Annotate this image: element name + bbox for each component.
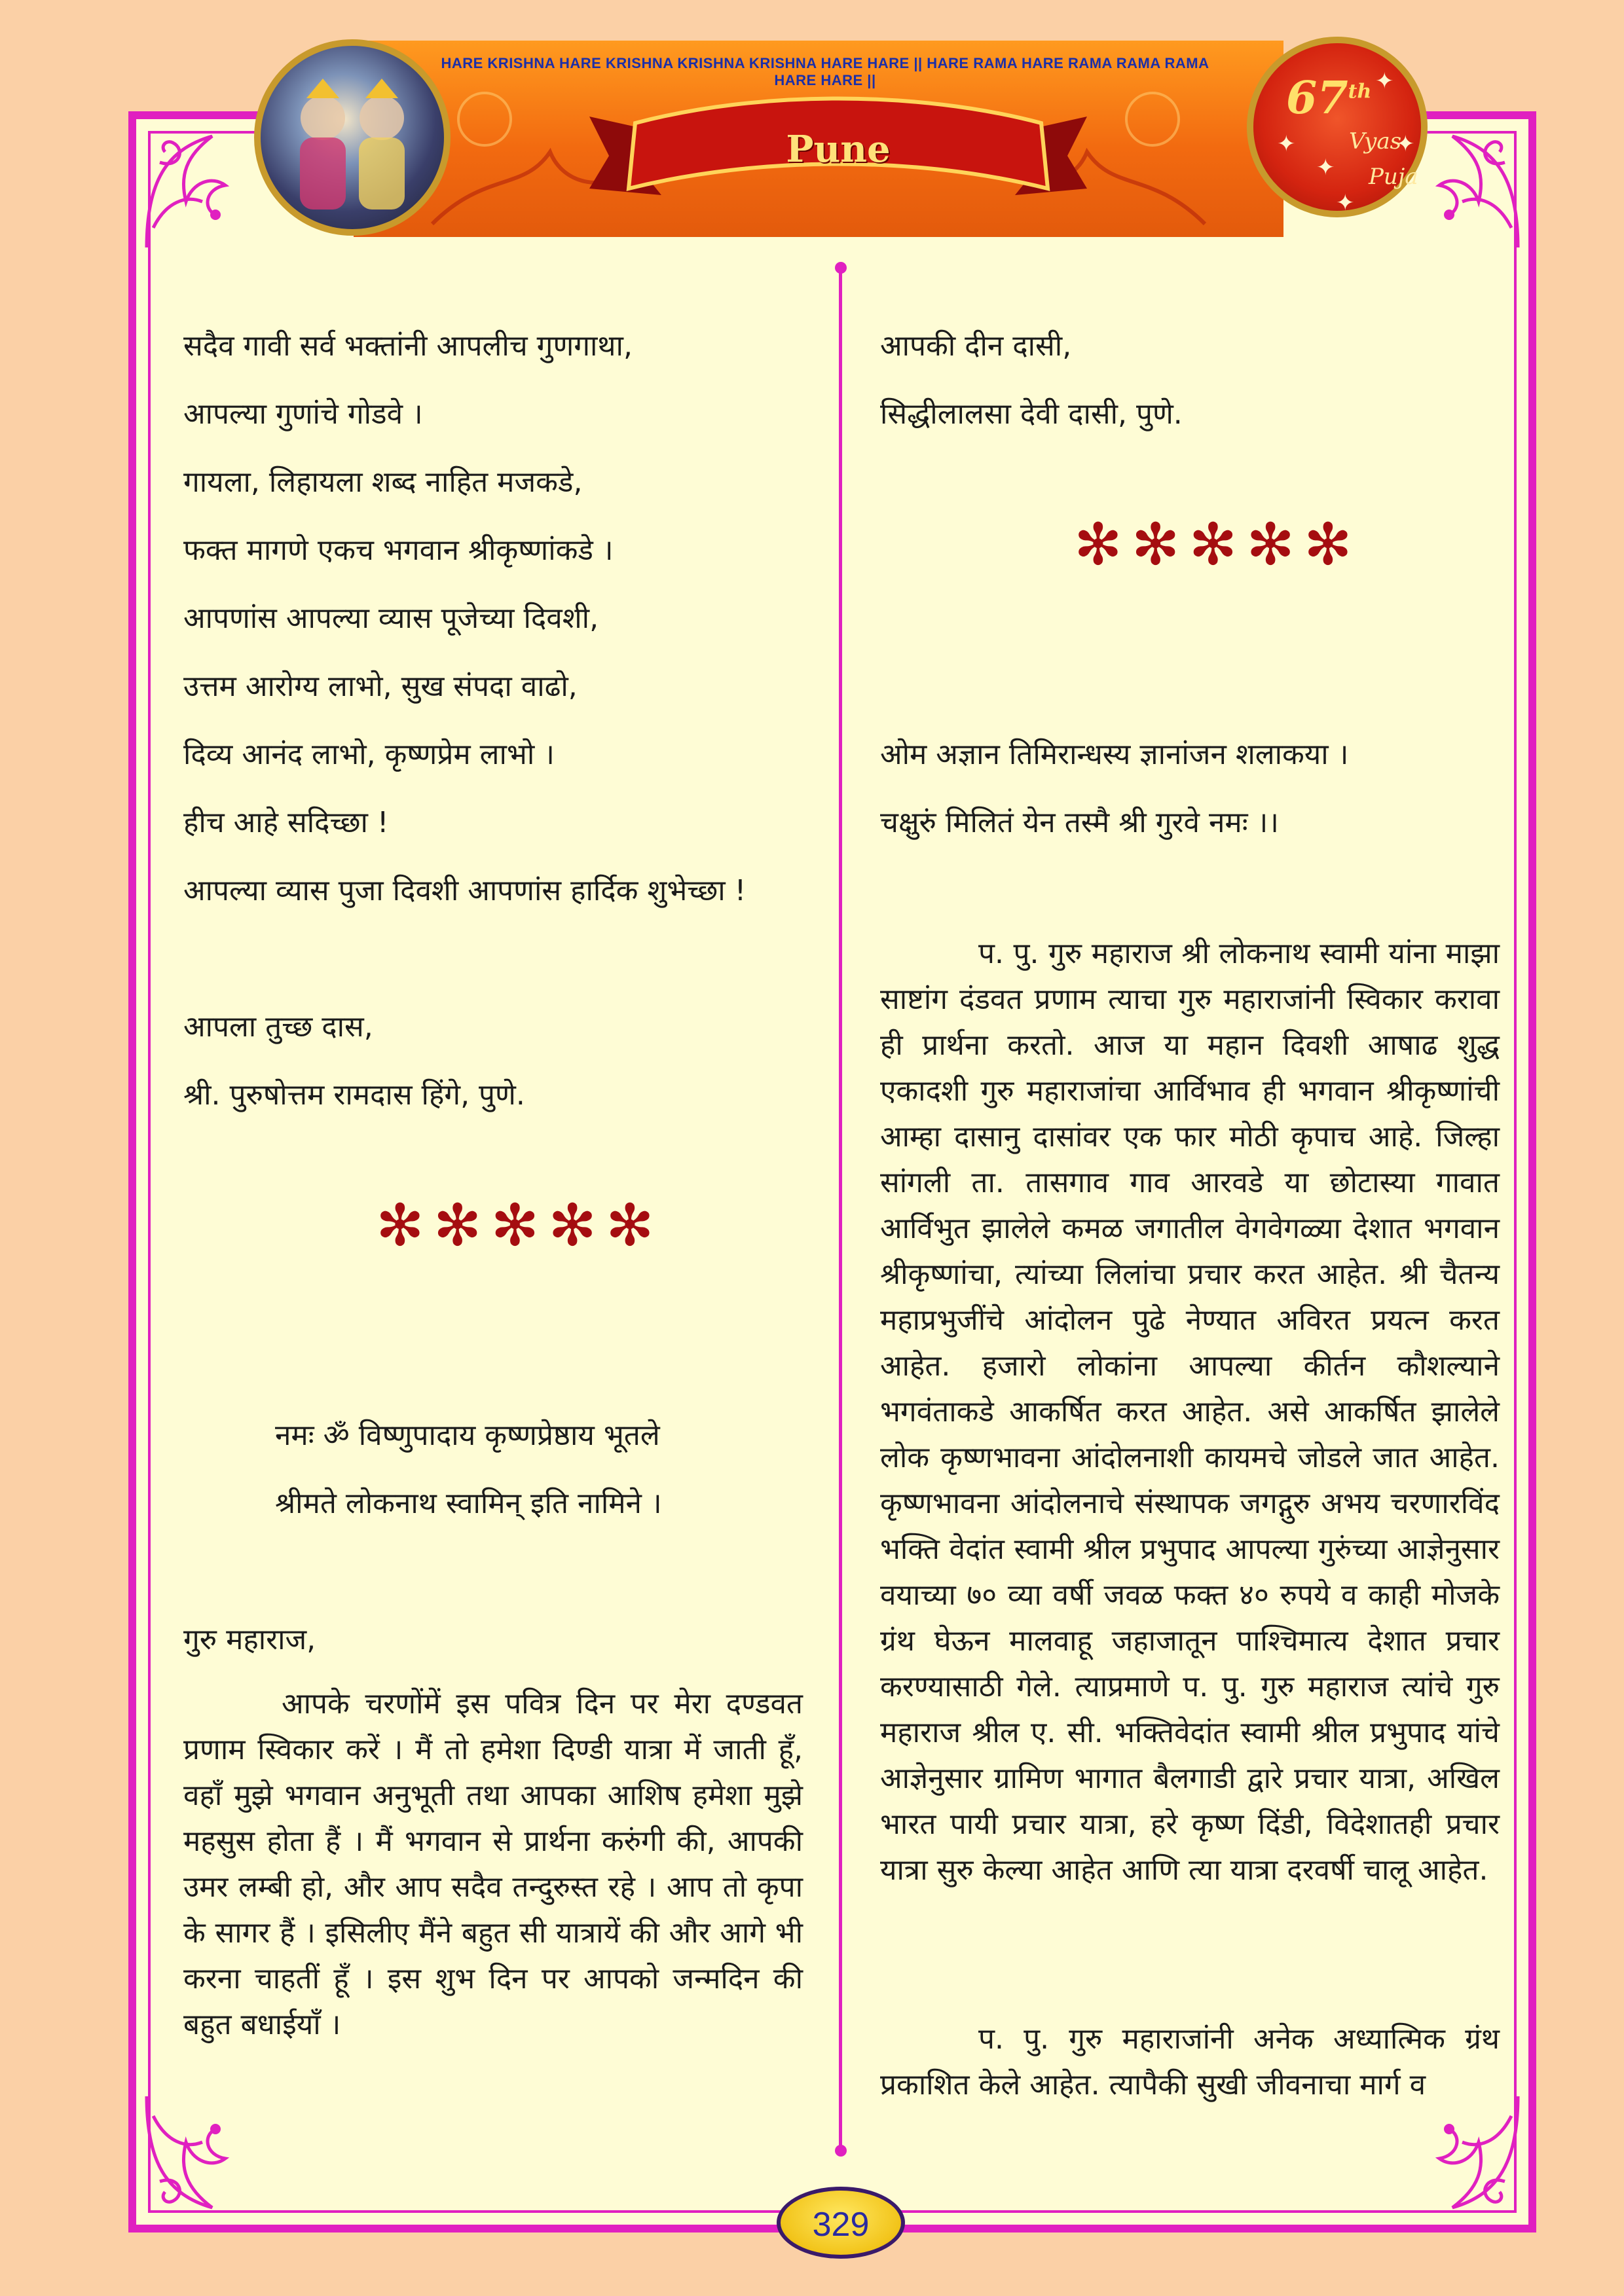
signature-line: आपला तुच्छ दास, xyxy=(183,1010,373,1044)
deity-medallion-icon xyxy=(254,39,451,236)
poem-line: आपल्या व्यास पुजा दिवशी आपणांस हार्दिक शुभेच्छा ! xyxy=(183,874,747,907)
star-icon: ✦ xyxy=(1277,131,1296,157)
star-icon: ✦ xyxy=(1375,68,1394,94)
star-icon: ✦ xyxy=(1336,190,1355,216)
shloka-line: चक्षुरुं मिलितं येन तस्मै श्री गुरवे नमः ।। xyxy=(880,806,1279,839)
corner-ornament-icon xyxy=(140,123,271,254)
poem-line: आपणांस आपल्या व्यास पूजेच्या दिवशी, xyxy=(183,602,599,635)
badge-number: 67th xyxy=(1286,72,1372,124)
star-separator: ✻✻✻✻✻ xyxy=(376,1192,663,1259)
poem-line: उत्तम आरोग्य लाभो, सुख संपदा वाढो, xyxy=(183,670,578,703)
star-icon: ✦ xyxy=(1316,155,1335,181)
shloka-line: ओम अज्ञान तिमिरान्धस्य ज्ञानांजन शलाकया । xyxy=(880,738,1349,771)
pranam-mantra-line: नमः ॐ विष्णुपादाय कृष्णप्रेष्ठाय भूतले xyxy=(275,1419,660,1452)
marathi-paragraph: प. पु. गुरु महाराज श्री लोकनाथ स्वामी यांना माझा साष्टांग दंडवत प्रणाम त्याचा गुरु महाराजांनी स्विकार करावा ही प्रार्थना करतो. आज या महान दिवशी आषाढ शुद्ध एकादशी गुरु महाराजांचा आर्विभाव ही भगवान श्रीकृष्णांची आम्हा दासानु दासांवर एक फार मोठी कृपाच आहे. जिल्हा सांगली ता. तासगाव गाव आरवडे या छोटास्या गावात आर्विभुत झालेले कमळ जगातील वेगवेगळ्या देशात भगवान श्रीकृष्णांचा, त्यांच्या लिलांचा प्रचार करत आहेत. श्री चैतन्य महाप्रभुजींचे आंदोलन पुढे नेण्यात अविरत प्रयत्न करत आहेत. हजारो लोकांना आपल्या कीर्तन कौशल्याने भगवंताकडे आकर्षित करत आहेत. असे आकर्षित झालेले लोक कृष्णभावना आंदोलनाशी कायमचे जोडले जात आहेत. कृष्णभावना आंदोलनाचे संस्थापक जगद्गुरु अभय चरणारविंद भक्ति वेदांत स्वामी श्रील प्रभुपाद आपल्या गुरुंच्या आज्ञेनुसार वयाच्या ७० व्या वर्षी जवळ फक्त ४० रुपये व काही मोजके ग्रंथ घेऊन मालवाहू जहाजातून पाश्चिमात्य देशात प्रचार करण्यासाठी गेले. त्याप्रमाणे प. पु. गुरु महाराज त्यांचे गुरु महाराज श्रील ए. सी. भक्तिवेदांत स्वामी श्रील प्रभुपाद यांचे आज्ञेनुसार ग्रामिण भागात बैलगाडी द्वारे प्रचार यात्रा, अखिल भारत पायी प्रचार यात्रा, हरे कृष्ण दिंडी, विदेशातही प्रचार यात्रा सुरु केल्या आहेत आणि त्या यात्रा दरवर्षी चालू आहेत. xyxy=(880,937,1500,1887)
signature-name: श्री. पुरुषोत्तम रामदास हिंगे, पुणे. xyxy=(183,1078,525,1112)
badge-puja: Puja xyxy=(1369,164,1418,190)
badge-vyas: Vyas xyxy=(1349,128,1402,155)
column-divider xyxy=(839,267,842,2153)
poem-line: गायला, लिहायला शब्द नाहित मजकडे, xyxy=(183,465,583,499)
poem-line: आपल्या गुणांचे गोडवे । xyxy=(183,397,423,431)
page-number-badge xyxy=(777,2187,905,2259)
salutation: गुरु महाराज, xyxy=(183,1623,316,1656)
signature-name: सिद्धीलालसा देवी दासी, पुणे. xyxy=(880,397,1183,431)
pranam-mantra-line: श्रीमते लोकनाथ स्वामिन् इति नामिने । xyxy=(275,1487,662,1520)
hindi-paragraph: आपके चरणोंमें इस पवित्र दिन पर मेरा दण्डवत प्रणाम स्विकार करें । मैं तो हमेशा दिण्डी यात्रा में जाती हूँ, वहाँ मुझे भगवान अनुभूती तथा आपका आशिष हमेशा मुझे महसुस होता हैं । मैं भगवान से प्रार्थना करुंगी की, आपकी उमर लम्बी हो, और आप सदैव तन्दुरुस्त रहे । आप तो कृपा के सागर हैं । इसिलीए मैंने बहुत सी यात्रायें की और आगे भी करना चाहतीं हूँ । इस शुभ दिन पर आपको जन्मदिन की बहुत बधाईयाँ । xyxy=(183,1687,803,2041)
poem-line: सदैव गावी सर्व भक्तांनी आपलीच गुणगाथा, xyxy=(183,329,633,363)
divider-dot xyxy=(835,262,847,274)
corner-ornament-icon xyxy=(1393,2090,1524,2221)
poem-line: फक्त मागणे एकच भगवान श्रीकृष्णांकडे । xyxy=(183,534,614,567)
header-mantra: HARE KRISHNA HARE KRISHNA KRISHNA KRISHNA HARE HARE || HARE RAMA HARE RAMA RAMA RAMA HARE HARE || xyxy=(441,55,1209,88)
divider-dot xyxy=(835,2145,847,2157)
poem-line: दिव्य आनंद लाभो, कृष्णप्रेम लाभो । xyxy=(183,738,555,771)
page-number: 329 xyxy=(812,2206,870,2244)
marathi-paragraph-continued: प. पु. गुरु महाराजांनी अनेक अध्यात्मिक ग्रंथ प्रकाशित केले आहेत. त्यापैकी सुखी जीवनाचा मार्ग व xyxy=(880,2022,1500,2102)
corner-ornament-icon xyxy=(140,2090,271,2221)
city-title: Pune xyxy=(786,128,891,171)
star-separator: ✻✻✻✻✻ xyxy=(1074,511,1361,578)
poem-line: हीच आहे सदिच्छा ! xyxy=(183,806,389,839)
star-icon: ✦ xyxy=(1396,131,1415,157)
signature-line: आपकी दीन दासी, xyxy=(880,329,1072,363)
